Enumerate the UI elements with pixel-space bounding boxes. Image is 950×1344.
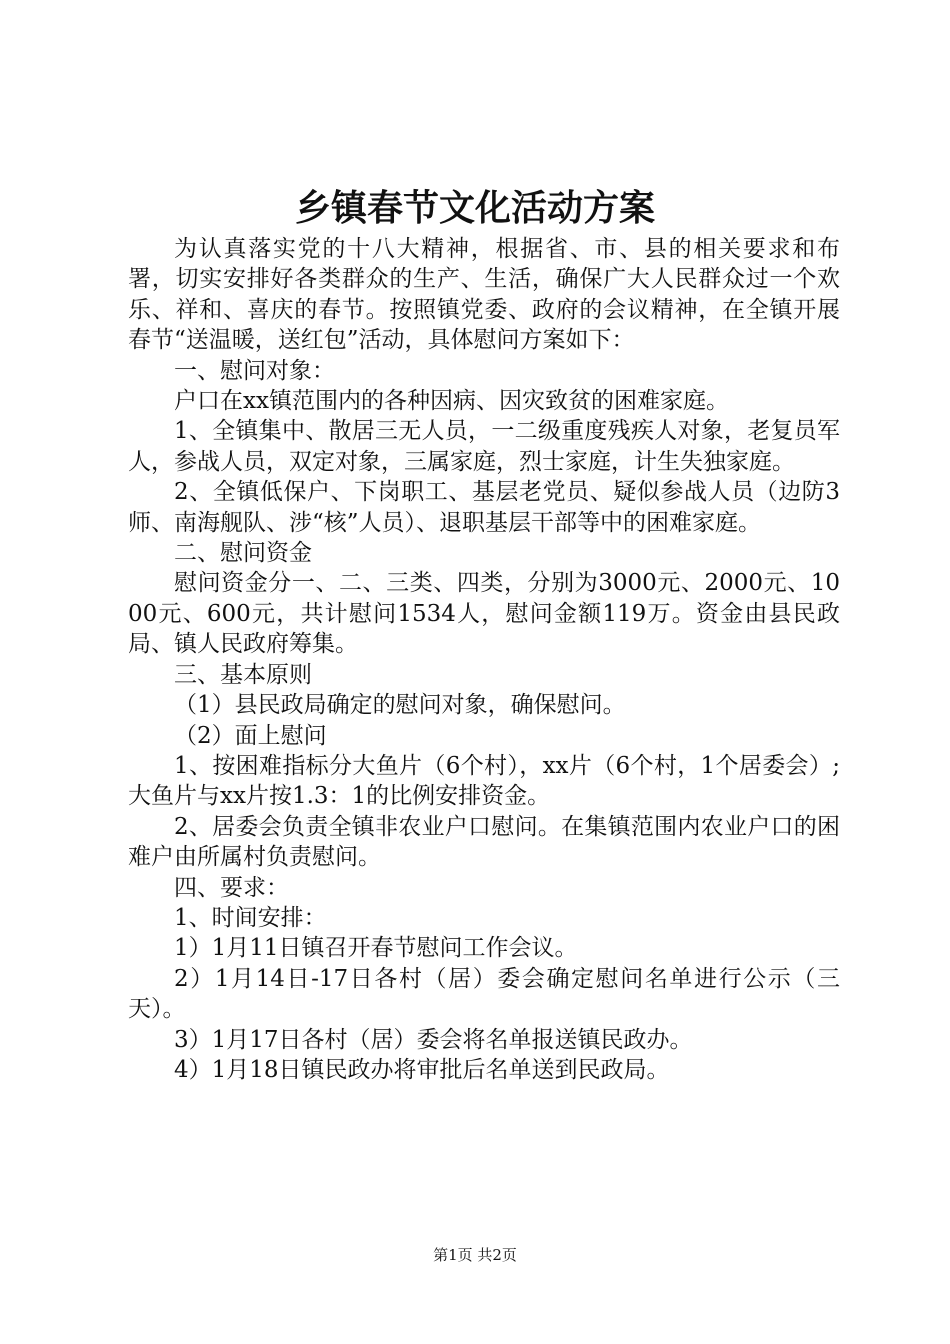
list-item: （1）县民政局确定的慰问对象，确保慰问。 — [174, 692, 626, 719]
paragraph: 慰问资金分一、二、三类、四类，分别为3000元、2000元、1000元、600元，共计慰问1534人，慰问金额119万。资金由县民政局、镇人民政府筹集。 — [128, 570, 840, 658]
document-body — [128, 234, 840, 1085]
list-item: 2、居委会负责全镇非农业户口慰问。在集镇范围内农业户口的困难户由所属村负责慰问。 — [128, 813, 840, 871]
list-item: 1、全镇集中、散居三无人员，一二级重度残疾人对象，老复员军人，参战人员，双定对象，三属家庭，烈士家庭，计生失独家庭。 — [128, 418, 840, 475]
subsection-heading-schedule: 1、时间安排： — [174, 904, 327, 931]
schedule-item: 4）1月18日镇民政办将审批后名单送到民政局。 — [174, 1056, 670, 1083]
paragraph: 户口在xx镇范围内的各种因病、因灾致贫的困难家庭。 — [174, 388, 729, 415]
schedule-item: 2）1月14日-17日各村（居）委会确定慰问名单进行公示（三天）。 — [128, 965, 840, 1023]
section-heading-principles: 三、基本原则 — [174, 661, 312, 688]
document-title: 乡镇春节文化活动方案 — [294, 187, 655, 229]
section-heading-funds: 二、慰问资金 — [174, 540, 312, 567]
section-heading-targets: 一、慰问对象： — [174, 357, 335, 384]
schedule-item: 3）1月17日各村（居）委会将名单报送镇民政办。 — [174, 1026, 693, 1053]
section-heading-requirements: 四、要求： — [174, 874, 289, 901]
list-item: 1、按困难指标分大鱼片（6个村），xx片（6个村，1个居委会）;大鱼片与xx片按1.3：1的比例安排资金。 — [128, 752, 840, 810]
schedule-item: 1）1月11日镇召开春节慰问工作会议。 — [174, 935, 578, 962]
page-footer: 第1页 共2页 — [433, 1246, 517, 1264]
list-item: （2）面上慰问 — [174, 722, 327, 749]
intro-paragraph: 为认真落实党的十八大精神，根据省、市、县的相关要求和布署，切实安排好各类群众的生产、生活，确保广大人民群众过一个欢乐、祥和、喜庆的春节。按照镇党委、政府的会议精神，在全镇开展春节“送温暖，送红包”活动，具体慰问方案如下： — [128, 236, 840, 354]
list-item: 2、全镇低保户、下岗职工、基层老党员、疑似参战人员（边防3师、南海舰队、涉“核”人员）、退职基层干部等中的困难家庭。 — [128, 479, 840, 536]
